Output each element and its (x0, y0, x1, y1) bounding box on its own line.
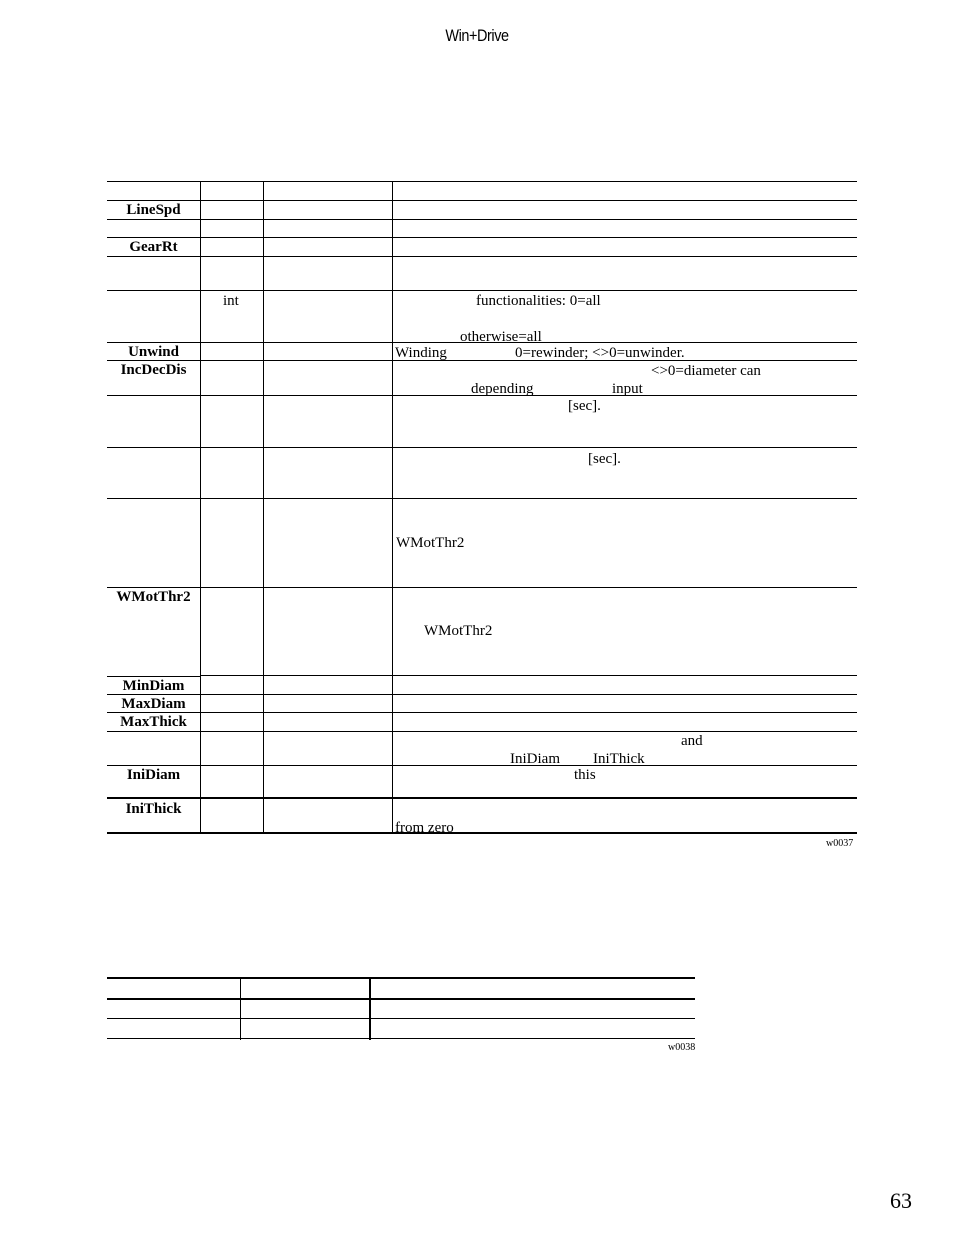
table-tag: w0038 (668, 1042, 696, 1053)
description-fragment: [sec]. (568, 398, 601, 414)
table-rule (107, 977, 695, 979)
description-fragment: IniThick (593, 751, 645, 767)
description-fragment: WMotThr2 (396, 535, 465, 551)
table-column-rule (369, 977, 371, 1040)
page-header: Win+Drive (445, 26, 509, 45)
table-rule (107, 1038, 695, 1039)
description-fragment: this (574, 767, 596, 783)
description-fragment: WMotThr2 (424, 623, 493, 639)
description-fragment: input (612, 381, 643, 397)
table-tag: w0037 (826, 838, 854, 849)
description-fragment: [sec]. (588, 451, 621, 467)
parameter-name: WMotThr2 (116, 589, 191, 605)
parameter-name: MinDiam (122, 678, 185, 694)
description-fragment: otherwise=all (460, 329, 542, 345)
description-fragment: <>0=diameter can (651, 363, 761, 379)
table-column-rule (240, 977, 241, 1040)
page-number: 63 (890, 1188, 912, 1213)
description-fragment: 0=rewinder; <>0=unwinder. (515, 345, 685, 361)
table-rule (107, 998, 695, 1000)
parameter-name: IniThick (125, 801, 182, 817)
parameter-name: IniDiam (126, 767, 181, 783)
table-rule (107, 1018, 695, 1019)
description-fragment: functionalities: 0=all (476, 293, 601, 309)
parameter-name: MaxThick (120, 714, 187, 730)
description-fragment: from zero (395, 820, 454, 836)
description-fragment: and (681, 733, 703, 749)
parameter-name: MaxDiam (121, 696, 186, 712)
parameter-name: IncDecDis (120, 362, 187, 378)
description-fragment: depending (471, 381, 534, 397)
description-fragment: IniDiam (510, 751, 560, 767)
parameter-name: GearRt (129, 239, 178, 255)
type-cell: int (223, 293, 239, 309)
parameter-name: LineSpd (126, 202, 181, 218)
description-fragment: Winding (395, 345, 447, 361)
parameter-name: Unwind (128, 344, 179, 360)
